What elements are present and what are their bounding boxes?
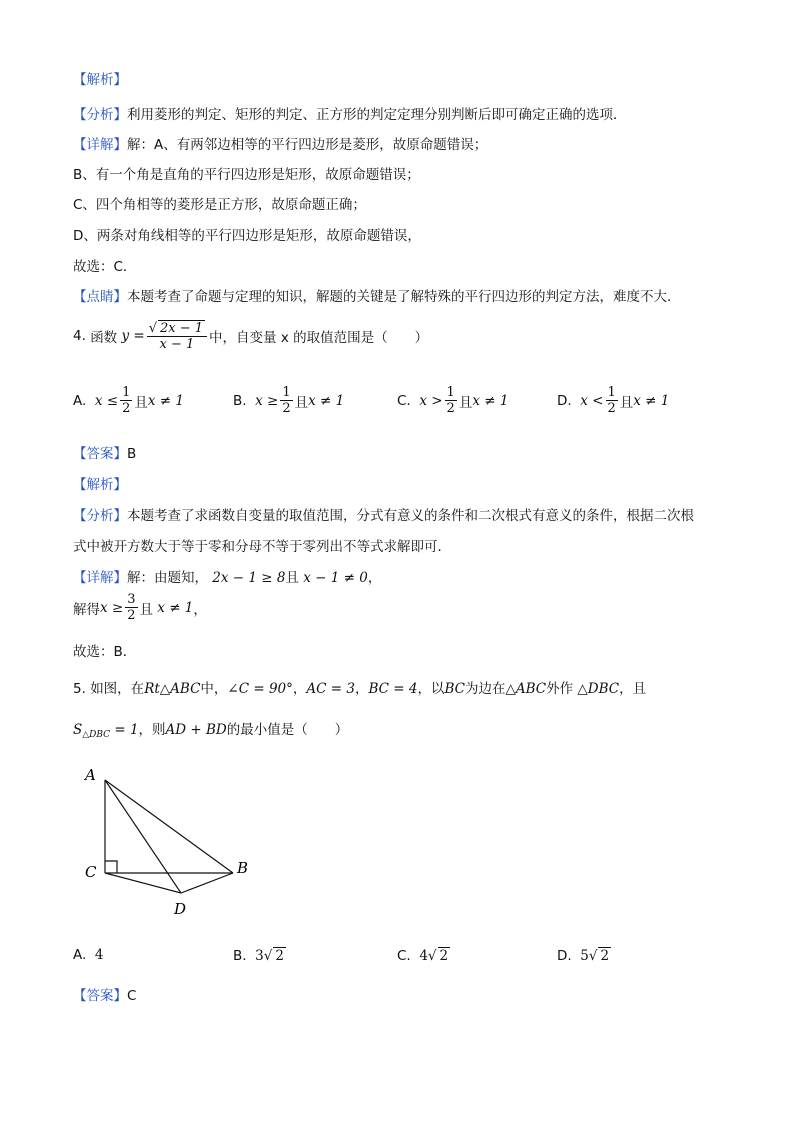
half-fraction: $\frac{1}{2}$: [122, 385, 131, 416]
inequality-2: x − 1 ≠ 0: [303, 570, 368, 586]
q3-line-d: D、两条对角线相等的平行四边形是矩形，故原命题错误，: [73, 228, 421, 244]
q5-option-a: [73, 947, 103, 963]
punct: ，: [193, 601, 207, 618]
xiangjie-pre: 解：由题知，: [127, 570, 208, 586]
q4-stem: [73, 320, 428, 352]
q4-jiexi: [73, 473, 127, 493]
stem-math: △DBC: [577, 681, 620, 697]
jiexi-tag: 【解析】: [73, 477, 127, 493]
y-equals: y =: [121, 328, 145, 344]
xiangjie-tag: 【详解】: [73, 137, 127, 153]
solve-math: x ≥: [100, 599, 124, 616]
q3-dianjing: [73, 285, 681, 305]
fenxi-text: 利用菱形的判定、矩形的判定、正方形的判定定理分别判断后即可确定正确的选项．: [127, 107, 627, 123]
xiangjie-text: 解：A、有两邻边相等的平行四边形是菱形，故原命题错误；: [127, 137, 488, 153]
option-tail-math: x ≠ 1: [147, 392, 184, 409]
fenxi-tag: 【分析】: [73, 107, 127, 123]
stem-text: ，: [292, 681, 307, 697]
stem-text: ，以: [417, 681, 445, 697]
jiexi-heading: [73, 68, 127, 88]
q4-answer-line: 故选：B．: [73, 644, 137, 660]
half-fraction: $\frac{1}{2}$: [282, 385, 291, 416]
solve-and: 且: [139, 601, 153, 618]
q4-option-b: [233, 385, 344, 416]
option-tail: 且: [619, 394, 634, 411]
segment-DB: [181, 873, 233, 893]
answer-value: C: [127, 988, 137, 1004]
option-radicand: 2: [275, 948, 284, 964]
stem-text: 的最小值是（ ）: [226, 722, 349, 738]
option-radicand: 2: [600, 948, 610, 964]
and-text: 且: [285, 570, 299, 586]
label-A: A: [85, 766, 96, 784]
q4-xiangjie: [73, 566, 381, 586]
label-B: B: [237, 859, 249, 877]
triangle-figure: [75, 760, 275, 920]
option-label: C.: [397, 948, 411, 964]
fraction-numerator: 2x − 1: [160, 321, 204, 336]
punct: ，: [367, 570, 382, 586]
half-fraction: $\frac{1}{2}$: [607, 385, 616, 416]
stem-math: BC: [444, 681, 465, 697]
dianjing-tag: 【点睛】: [73, 289, 127, 305]
xiangjie-tag: 【详解】: [73, 570, 127, 586]
option-coef: 4: [419, 948, 428, 964]
label-D: D: [174, 900, 187, 918]
option-label: D.: [557, 948, 572, 964]
option-label: D.: [557, 392, 572, 409]
question-number: 4.: [73, 328, 86, 344]
stem-text: 为边在: [464, 681, 506, 697]
option-math: x >: [419, 392, 443, 409]
q5-stem-line-2: [73, 718, 348, 740]
q5-answer: [73, 984, 136, 1004]
stem-math: AC = 3: [306, 681, 355, 697]
stem-text: ，: [354, 681, 369, 697]
option-label: A.: [73, 392, 87, 409]
dianjing-text: 本题考查了命题与定理的知识，解题的关键是了解特殊的平行四边形的判定方法，难度不大．: [127, 289, 681, 305]
answer-tag: 【答案】: [73, 446, 127, 462]
stem-prefix: 函数: [90, 330, 118, 346]
option-label: C.: [397, 392, 411, 409]
q4-option-d: [557, 385, 669, 416]
stem-suffix: 中，自变量 x 的取值范围是（ ）: [209, 330, 429, 346]
stem-text: ，则: [138, 722, 166, 738]
solve-pre: 解得: [73, 601, 100, 618]
q5-option-b: B. 3√ 2: [233, 948, 284, 964]
option-tail: 且: [458, 394, 473, 411]
answer-tag: 【答案】: [73, 988, 127, 1004]
q4-fenxi: [73, 504, 694, 524]
function-fraction: $\frac{√ 2x - 1}{x - 1}$: [147, 320, 207, 352]
stem-math: = 1: [110, 722, 139, 738]
fenxi-text-1: 本题考查了求函数自变量的取值范围，分式有意义的条件和二次根式有意义的条件，根据二次根: [127, 508, 694, 524]
label-C: C: [85, 863, 97, 881]
option-math: x <: [580, 392, 604, 409]
option-coef: 3: [255, 948, 264, 964]
stem-text: 中，: [200, 681, 228, 697]
q3-line-b: B、有一个角是直角的平行四边形是矩形，故原命题错误；: [73, 167, 420, 183]
stem-math: BC = 4: [368, 681, 418, 697]
q5-option-d: D. 5√ 2: [557, 948, 610, 964]
q4-answer: [73, 442, 136, 462]
area-symbol: S: [73, 722, 83, 738]
q3-line-c: C、四个角相等的菱形是正方形，故原命题正确；: [73, 197, 366, 213]
option-tail-math: x ≠ 1: [633, 392, 670, 409]
option-tail-math: x ≠ 1: [308, 392, 345, 409]
q4-option-c: [397, 385, 508, 416]
option-coef: 5: [580, 948, 589, 964]
stem-text: 如图，在: [90, 681, 145, 697]
option-radicand: 2: [439, 948, 449, 964]
q4-solve: [73, 592, 207, 623]
fraction-denominator: x − 1: [159, 337, 195, 352]
option-tail: 且: [134, 394, 148, 411]
option-label: A.: [73, 947, 87, 963]
right-angle-mark: [105, 861, 117, 873]
option-tail: 且: [294, 394, 309, 411]
stem-math: ∠C = 90°: [227, 681, 293, 697]
q5-stem-line-1: [73, 677, 646, 697]
fenxi-tag: 【分析】: [73, 508, 127, 524]
answer-value: B: [127, 446, 137, 462]
option-tail-math: x ≠ 1: [472, 392, 509, 409]
option-math: x ≥: [255, 392, 279, 409]
jiexi-tag: 【解析】: [73, 72, 127, 88]
q5-option-c: C. 4√ 2: [397, 948, 449, 964]
three-halves: $\frac{3}{2}$: [127, 592, 136, 623]
stem-math: △ABC: [505, 681, 547, 697]
inequality-1: 2x − 1 ≥ 8: [212, 570, 286, 586]
option-label: B.: [233, 392, 247, 409]
q3-xiangjie: [73, 133, 487, 153]
half-fraction: $\frac{1}{2}$: [446, 385, 455, 416]
solve-math-2: x ≠ 1: [157, 599, 194, 616]
segment-AB: [105, 780, 233, 873]
stem-text: 外作: [546, 681, 578, 697]
question-number: 5.: [73, 681, 86, 697]
option-label: B.: [233, 948, 247, 964]
stem-text: ，且: [619, 681, 647, 697]
q3-answer-line: 故选：C．: [73, 259, 137, 275]
stem-math: AD + BD: [165, 722, 227, 738]
area-subscript: △DBC: [82, 730, 111, 740]
q4-option-a: [73, 385, 184, 416]
option-math: x ≤: [94, 392, 119, 409]
q3-fenxi: [73, 103, 627, 123]
option-value: 4: [94, 947, 104, 963]
q4-fenxi-2: 式中被开方数大于等于零和分母不等于零列出不等式求解即可．: [73, 539, 451, 555]
stem-math: Rt△ABC: [144, 681, 201, 697]
